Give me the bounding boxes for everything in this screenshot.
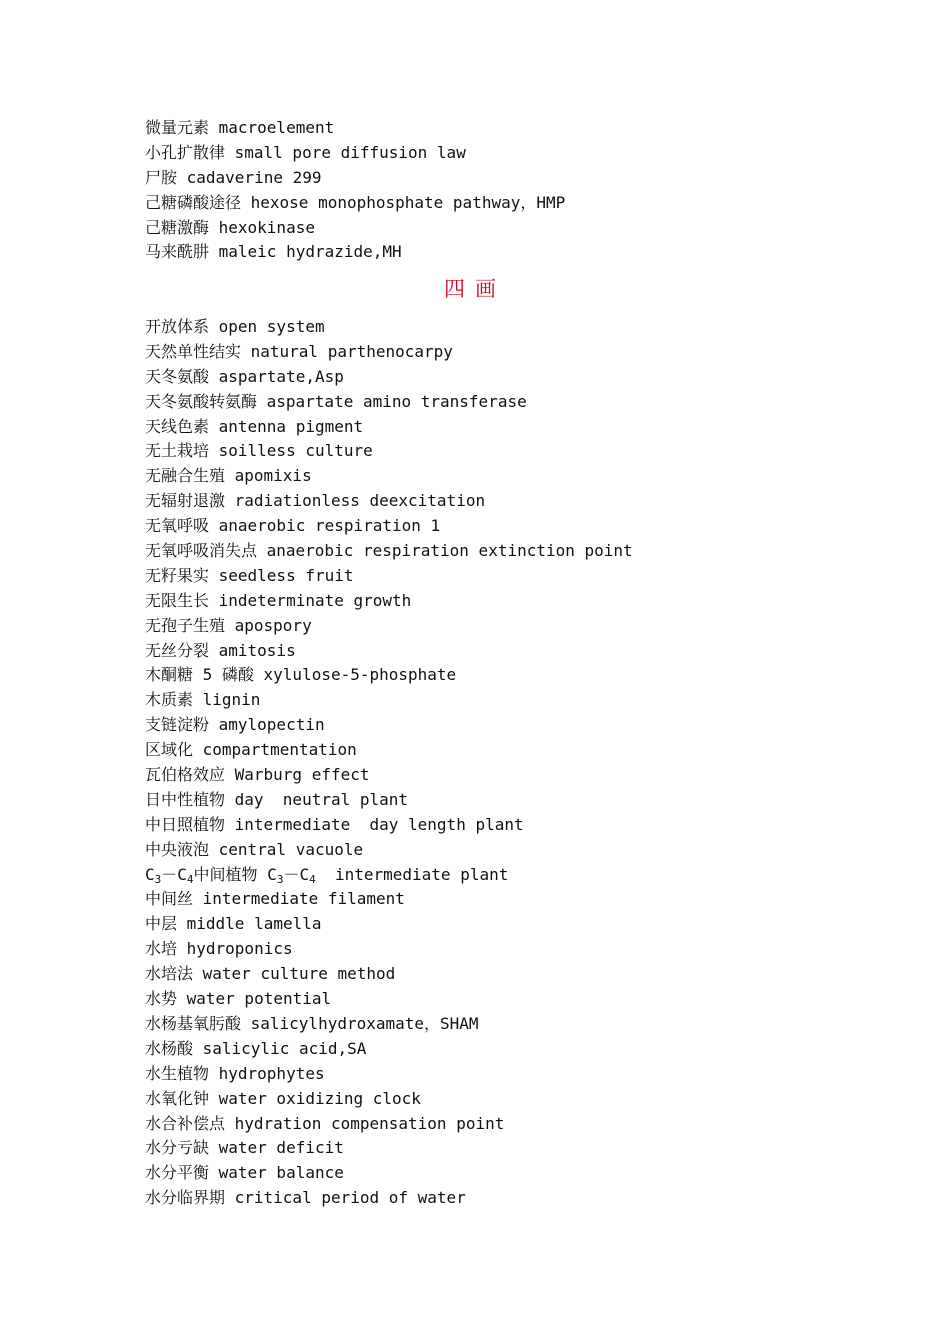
glossary-entry: 小孔扩散律 small pore diffusion law	[145, 142, 466, 162]
glossary-entry: 天线色素 antenna pigment	[145, 416, 364, 436]
glossary-entry: 木酮糖 5 磷酸 xylulose-5-phosphate	[145, 665, 457, 685]
glossary-entry: 支链淀粉 amylopectin	[145, 715, 325, 735]
formula-carbon: C	[267, 864, 277, 884]
glossary-entry: 己糖磷酸途径 hexose monophosphate pathway，HMP	[145, 192, 566, 212]
glossary-entry: 水生植物 hydrophytes	[145, 1063, 325, 1083]
glossary-entry: 水分临界期 critical period of water	[145, 1188, 466, 1208]
formula-subscript: 4	[186, 872, 194, 886]
glossary-entry: 中日照植物 intermediate day length plant	[145, 814, 524, 834]
glossary-entry-c3-c4-plant	[145, 863, 865, 888]
glossary-entry: 无辐射退激 radiationless deexcitation	[145, 491, 486, 511]
glossary-entry: 无籽果实 seedless fruit	[145, 565, 354, 585]
formula-subscript: 3	[154, 872, 162, 886]
glossary-entry: 天然单性结实 natural parthenocarpy	[145, 341, 453, 361]
glossary-entry: 微量元素 macroelement	[145, 118, 335, 137]
formula-dash-carbon: －C	[283, 864, 310, 884]
glossary-section-three-strokes	[145, 116, 865, 265]
glossary-entry: 水杨基氧肟酸 salicylhydroxamate，SHAM	[145, 1013, 479, 1033]
glossary-entry: 无氧呼吸消失点 anaerobic respiration extinction point	[145, 541, 633, 561]
glossary-entry: 区域化 compartmentation	[145, 740, 357, 760]
glossary-entry: 无限生长 indeterminate growth	[145, 590, 412, 610]
formula-dash-carbon: －C	[161, 864, 187, 884]
glossary-entry: 水杨酸 salicylic acid,SA	[145, 1038, 367, 1058]
glossary-entry: 瓦伯格效应 Warburg effect	[145, 765, 370, 785]
glossary-entry: 无氧呼吸 anaerobic respiration 1	[145, 516, 441, 536]
glossary-entry: 己糖激酶 hexokinase	[145, 217, 315, 237]
glossary-entry: 中层 middle lamella	[145, 914, 322, 934]
glossary-entry: 水培 hydroponics	[145, 939, 293, 959]
glossary-entry: 尸胺 cadaverine 299	[145, 167, 322, 187]
glossary-entry: 天冬氨酸转氨酶 aspartate amino transferase	[145, 391, 527, 411]
glossary-section-four-strokes	[145, 315, 865, 1211]
glossary-entry: 水培法 water culture method	[145, 964, 396, 984]
glossary-entry: 无融合生殖 apomixis	[145, 466, 312, 486]
formula-english-term: intermediate plant	[315, 864, 509, 884]
glossary-entry: 水分亏缺 water deficit	[145, 1138, 344, 1158]
glossary-entry: 天冬氨酸 aspartate,Asp	[145, 366, 344, 386]
glossary-entry: 木质素 lignin	[145, 690, 261, 710]
formula-subscript: 4	[309, 872, 316, 886]
formula-chinese-term: 中间植物	[193, 864, 268, 884]
glossary-entry: 马来酰肼 maleic hydrazide,MH	[145, 242, 402, 262]
glossary-entry: 水分平衡 water balance	[145, 1163, 344, 1183]
glossary-entry: 水势 water potential	[145, 989, 332, 1009]
glossary-entry: 无孢子生殖 apospory	[145, 615, 312, 635]
glossary-entry: 日中性植物 day neutral plant	[145, 789, 409, 809]
glossary-entry: 无土栽培 soilless culture	[145, 441, 373, 461]
formula-carbon: C	[145, 864, 155, 884]
glossary-entry: 无丝分裂 amitosis	[145, 640, 296, 660]
glossary-entry: 中间丝 intermediate filament	[145, 889, 405, 909]
glossary-entry: 水氧化钟 water oxidizing clock	[145, 1088, 421, 1108]
glossary-entry: 开放体系 open system	[145, 317, 325, 336]
formula-subscript: 3	[276, 872, 284, 886]
section-heading-four-strokes: 四画	[444, 277, 506, 301]
glossary-entry: 中央液泡 central vacuole	[145, 839, 364, 859]
glossary-entry: 水合补偿点 hydration compensation point	[145, 1113, 505, 1133]
